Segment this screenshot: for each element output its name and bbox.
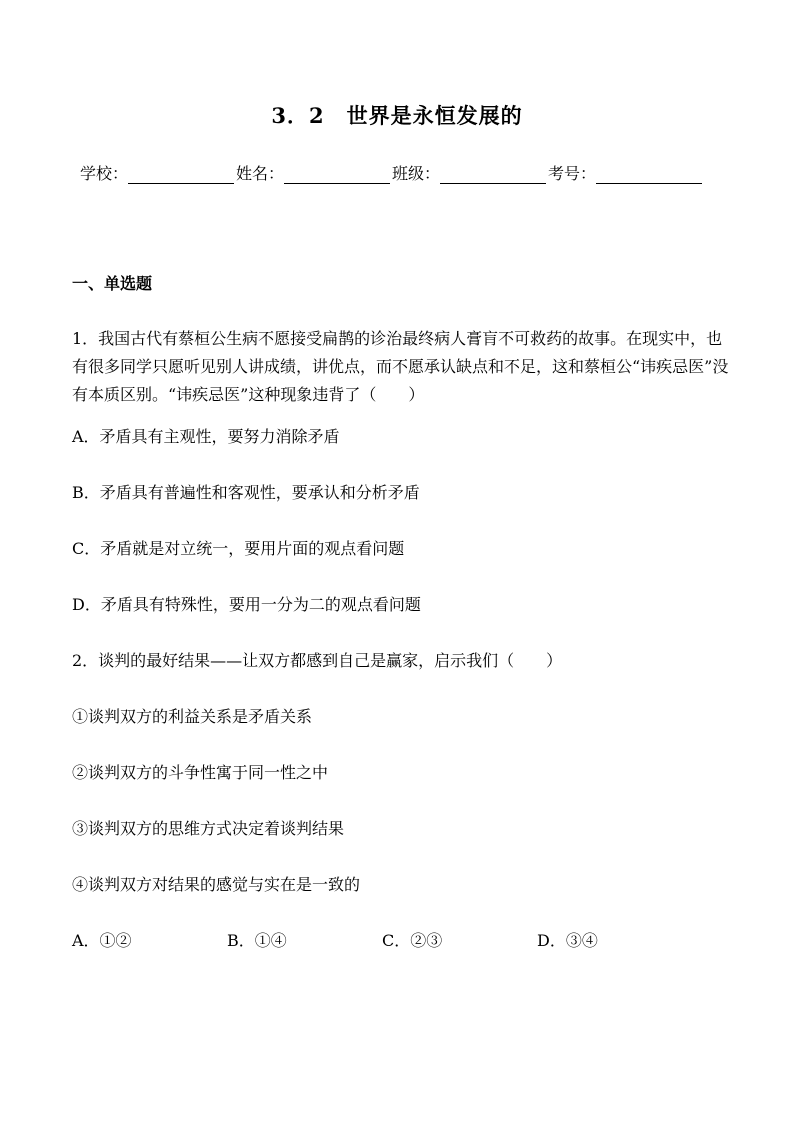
option-d[interactable]: D．矛盾具有特殊性，要用一分为二的观点看问题: [72, 595, 421, 614]
name-label: 姓名：: [236, 164, 285, 183]
student-info-line: [80, 160, 730, 184]
option-b[interactable]: B．矛盾具有普遍性和客观性，要承认和分析矛盾: [72, 483, 420, 502]
choices-row: [72, 927, 732, 955]
statement-1: ①谈判双方的利益关系是矛盾关系: [72, 707, 313, 726]
option-c[interactable]: C．矛盾就是对立统一，要用片面的观点看问题: [72, 539, 405, 558]
question-stem: 1．我国古代有蔡桓公生病不愿接受扁鹊的诊治最终病人膏肓不可救药的故事。在现实中，也有很多同学只愿听见别人讲成绩，讲优点，而不愿承认缺点和不足，这和蔡桓公“讳疾忌医”没有本质区别。“讳疾忌医”这种现象违背了（ ）: [72, 329, 729, 404]
class-label: 班级：: [392, 164, 441, 183]
statement-4: ④谈判双方对结果的感觉与实在是一致的: [72, 875, 361, 894]
statement-3: ③谈判双方的思维方式决定着谈判结果: [72, 819, 345, 838]
exam-number-label: 考号：: [548, 164, 597, 183]
page-title: 3．2 世界是永恒发展的: [271, 103, 523, 128]
choice-b[interactable]: B．①④: [227, 931, 287, 950]
statement-2: ②谈判双方的斗争性寓于同一性之中: [72, 763, 329, 782]
choice-c[interactable]: C．②③: [382, 931, 443, 950]
question-list: [72, 325, 732, 955]
choice-a[interactable]: A．①②: [72, 931, 132, 950]
exam-number-blank[interactable]: [596, 163, 702, 184]
question-2: [72, 647, 732, 955]
school-label: 学校：: [80, 164, 129, 183]
choice-d[interactable]: D．③④: [537, 931, 598, 950]
section-heading: 一、单选题: [72, 274, 153, 293]
class-blank[interactable]: [440, 163, 546, 184]
school-blank[interactable]: [128, 163, 234, 184]
question-stem: 2．谈判的最好结果——让双方都感到自己是赢家，启示我们（ ）: [72, 651, 563, 670]
name-blank[interactable]: [284, 163, 390, 184]
option-a[interactable]: A．矛盾具有主观性，要努力消除矛盾: [72, 427, 340, 446]
question-1: [72, 325, 732, 619]
